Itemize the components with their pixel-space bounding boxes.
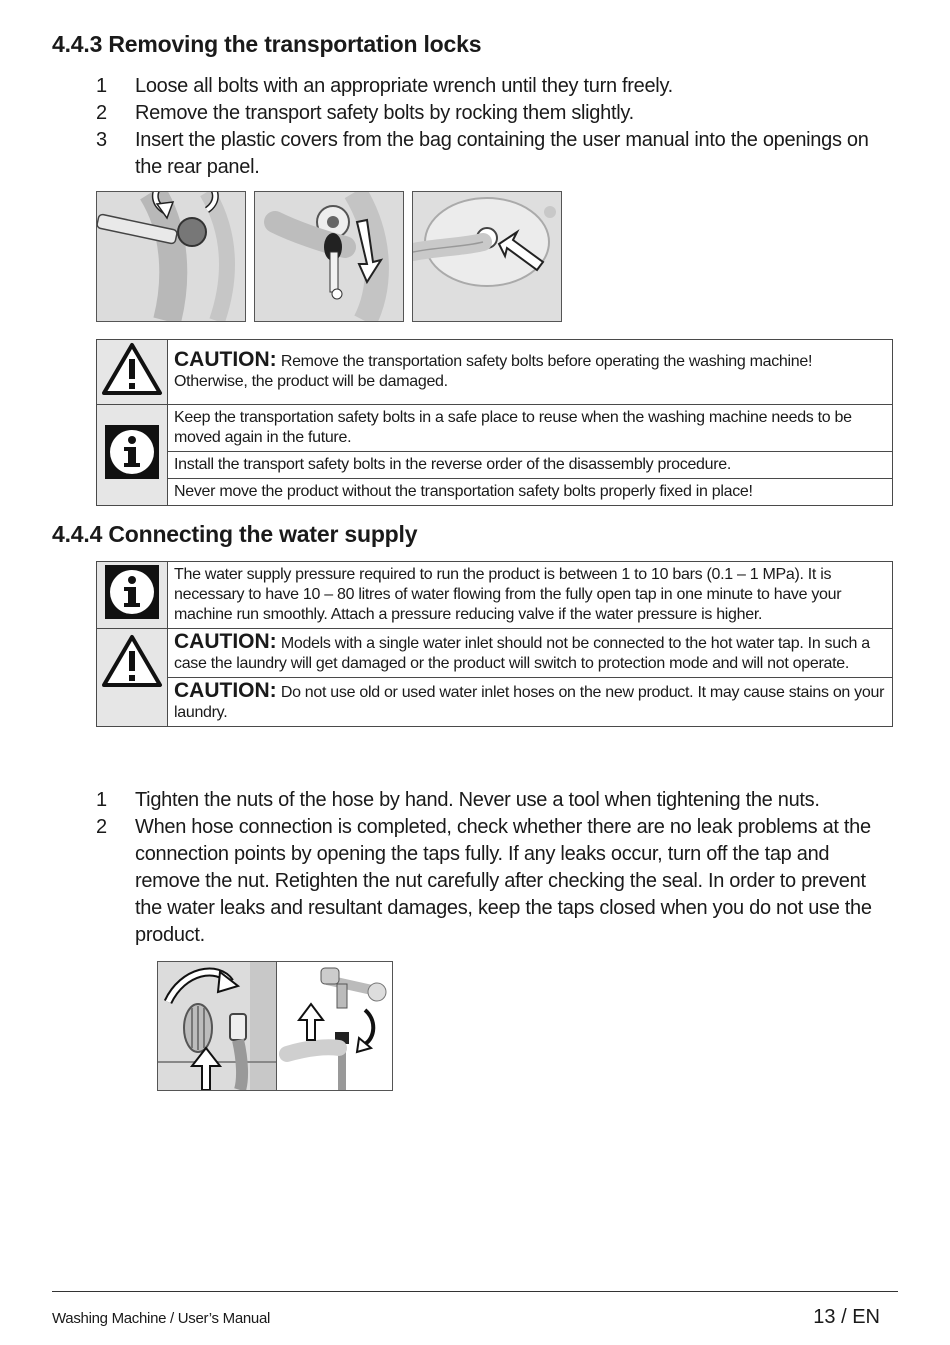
section-heading-water-supply: 4.4.4 Connecting the water supply: [52, 521, 418, 547]
caution-label: CAUTION:: [174, 679, 277, 702]
info-icon: [103, 563, 161, 621]
caution-icon-cell: [97, 340, 168, 405]
footer-divider: [52, 1291, 898, 1292]
caution-note: [168, 340, 893, 405]
info-icon-cell: [97, 405, 168, 506]
list-item: [52, 127, 897, 181]
step-number: 2: [96, 816, 107, 838]
caution-text: Do not use old or used water inlet hoses on the new product. It may cause stains on your laundry.: [174, 684, 885, 721]
list-item: [52, 787, 897, 814]
bolt-removal-illustration: [254, 191, 404, 322]
step-number: 3: [96, 129, 107, 151]
info-icon: [103, 423, 161, 481]
info-note: Never move the product without the transportation safety bolts properly fixed in place!: [168, 479, 893, 506]
plastic-cover-illustration: [412, 191, 562, 322]
caution-note: [168, 629, 893, 678]
step-text: Insert the plastic covers from the bag containing the user manual into the openings on the rear panel.: [135, 129, 869, 178]
transport-lock-figures: [96, 191, 562, 322]
water-supply-steps: [52, 787, 897, 949]
transport-bolt-notes: [96, 339, 893, 506]
list-item: [52, 100, 897, 127]
tap-connection-illustration: [277, 961, 393, 1091]
step-text: Loose all bolts with an appropriate wrench until they turn freely.: [135, 75, 673, 97]
info-icon-cell: [97, 562, 168, 629]
step-number: 1: [96, 75, 107, 97]
step-text: Remove the transport safety bolts by rocking them slightly.: [135, 102, 634, 124]
water-supply-figures: [157, 961, 393, 1091]
footer-page-number: 13 / EN: [813, 1306, 880, 1328]
info-note: Keep the transportation safety bolts in a safe place to reuse when the washing machine needs to be moved again in the future.: [168, 405, 893, 452]
step-number: 1: [96, 789, 107, 811]
warning-triangle-icon: [100, 633, 164, 689]
info-note: The water supply pressure required to run the product is between 1 to 10 bars (0.1 – 1 MPa). It is necessary to have 10 – 80 litres of water flowing from the fully open tap in one minute to have your machine run smoothly. Attach a pressure reducing valve if the water pressure is higher.: [168, 562, 893, 629]
list-item: [52, 814, 897, 949]
water-supply-notes: [96, 561, 893, 727]
caution-label: CAUTION:: [174, 348, 277, 371]
transport-lock-steps: [52, 73, 897, 181]
hose-tighten-illustration: [157, 961, 277, 1091]
section-heading-transport-locks: 4.4.3 Removing the transportation locks: [52, 31, 482, 57]
step-number: 2: [96, 102, 107, 124]
caution-label: CAUTION:: [174, 630, 277, 653]
step-text: When hose connection is completed, check whether there are no leak problems at the connection points by opening the taps fully. If any leaks occur, turn off the tap and remove the nut. Retighten the nut carefully after checking the seal. In order to prevent the water leaks and resultant damages, keep the taps closed when you do not use the product.: [135, 816, 872, 946]
caution-icon-cell: [97, 629, 168, 727]
wrench-loosen-illustration: [96, 191, 246, 322]
caution-note: [168, 678, 893, 727]
info-note: Install the transport safety bolts in the reverse order of the disassembly procedure.: [168, 452, 893, 479]
caution-text: Models with a single water inlet should not be connected to the hot water tap. In such a case the laundry will get damaged or the product will switch to protection mode and will not operate.: [174, 635, 870, 672]
caution-text: Remove the transportation safety bolts before operating the washing machine! Otherwise, the product will be damaged.: [174, 353, 813, 390]
footer-manual-title: Washing Machine / User’s Manual: [52, 1310, 271, 1327]
list-item: [52, 73, 897, 100]
warning-triangle-icon: [100, 341, 164, 397]
step-text: Tighten the nuts of the hose by hand. Never use a tool when tightening the nuts.: [135, 789, 820, 811]
